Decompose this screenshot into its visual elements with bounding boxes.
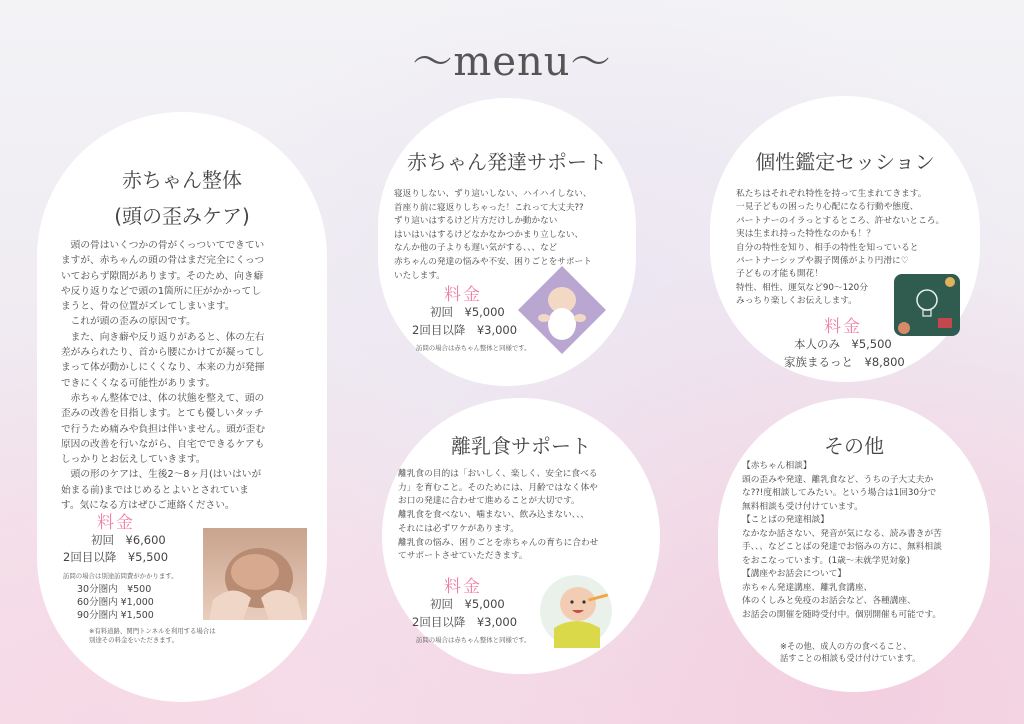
sonota-footer-line: ※その他、成人の方の食べること、 bbox=[780, 641, 912, 651]
seitai-visit-fee: 90分圏内 ¥1,500 bbox=[77, 610, 154, 621]
sonota-line: なかなか話さない、発音が気になる、読み書きが苦 bbox=[742, 528, 942, 539]
sonota-line: 手、、、などことばの発達でお悩みの方に、無料相談 bbox=[742, 542, 942, 552]
sonota-line: 赤ちゃん発達講座、離乳食講座、 bbox=[742, 582, 873, 593]
seitai-visit-note: 訪問の場合は別途訪問費がかかります。 bbox=[63, 572, 178, 580]
rinyu-line: 力」を育むこと。そのためには、月齢ではなく体や bbox=[398, 482, 598, 493]
kosei-line: 特性、相性、運気など90〜120分 bbox=[736, 282, 868, 293]
rinyu-price-repeat: 2回目以降 ¥3,000 bbox=[412, 615, 518, 629]
sonota-line: な??!度相談してみたい。という場合は1回30分で bbox=[742, 488, 937, 498]
seitai-title-line2: (頭の歪みケア) bbox=[114, 204, 250, 228]
sonota-heading: 【赤ちゃん相談】 bbox=[742, 461, 812, 471]
rinyu-line: お口の発達に合わせて進めることが大切です。 bbox=[398, 496, 580, 507]
hattatsu-fee-label: 料金 bbox=[444, 285, 482, 305]
seitai-line: 原因の改善を行いながら、自宅でできるケアも bbox=[61, 438, 265, 450]
sonota-line: 頭の歪みや発達、離乳食など、うちの子大丈夫か bbox=[742, 474, 934, 485]
sonota-line: 無料相談も受け付けています。 bbox=[742, 501, 863, 512]
sonota-card bbox=[718, 398, 990, 692]
sonota-line: 体のくしみと免疫のお話会など、各種講座、 bbox=[742, 596, 916, 606]
seitai-visit-fee: 30分圏内 ¥500 bbox=[77, 584, 152, 595]
hattatsu-line: なんか他の子よりも遅い気がする、、、など bbox=[394, 243, 558, 254]
seitai-card bbox=[37, 112, 327, 702]
seitai-line: 始まる前)まではじめるとよいとされていま bbox=[61, 484, 249, 496]
rinyu-fee-label: 料金 bbox=[444, 577, 482, 597]
page-title: 〜menu〜 bbox=[412, 39, 612, 85]
kosei-title: 個性鑑定セッション bbox=[755, 150, 935, 174]
seitai-line: 頭の骨はいくつかの骨がくっついてできてい bbox=[61, 240, 265, 251]
rinyu-note: 訪問の場合は赤ちゃん整体と同様です。 bbox=[416, 636, 531, 644]
rinyu-line: 離乳食の悩み、困りごとを赤ちゃんの育ちに合わせ bbox=[398, 537, 599, 548]
seitai-line: や反り返りなどで頭の1箇所に圧がかかってし bbox=[61, 285, 261, 297]
seitai-line: す。気になる方はぜひご連絡ください。 bbox=[61, 500, 235, 512]
sonota-line: お話会の開催を随時受付中。個別開催も可能です。 bbox=[742, 609, 942, 620]
hattatsu-price-repeat: 2回目以降 ¥3,000 bbox=[412, 323, 518, 337]
seitai-line: まって体が動かしにくくなり、本来の力が発揮 bbox=[61, 362, 265, 374]
seitai-line: で行うため痛みや負担は伴いません。頭が歪む bbox=[61, 423, 266, 435]
seitai-visit-fee: 60分圏内 ¥1,000 bbox=[77, 597, 154, 608]
kosei-line: 一見子どもの困ったり心配になる行動や態度、 bbox=[736, 202, 919, 213]
kosei-card bbox=[710, 96, 980, 382]
hattatsu-line: 寝返りしない、ずり這いしない、ハイハイしない、 bbox=[394, 189, 592, 199]
seitai-title-line1: 赤ちゃん整体 bbox=[122, 168, 242, 192]
seitai-description bbox=[61, 238, 311, 513]
kosei-line: みっちり楽しくお伝えします。 bbox=[736, 296, 857, 307]
seitai-line: 歪みの改善を目指します。とても優しいタッチ bbox=[61, 408, 264, 420]
seitai-line: ますが、赤ちゃんの頭の骨はまだ完全にくっつ bbox=[61, 255, 265, 267]
hattatsu-line: 赤ちゃんの発達の悩みや不安、困りごとをサポート bbox=[394, 256, 592, 267]
kosei-price-family: 家族まるっと ¥8,800 bbox=[784, 355, 905, 369]
seitai-toll-note: ※有料道路、関門トンネルを利用する場合は bbox=[89, 627, 216, 635]
hattatsu-price-first: 初回 ¥5,000 bbox=[430, 305, 505, 319]
seitai-line: また、向き癖や反り返りがあると、体の左右 bbox=[61, 331, 265, 343]
hattatsu-note: 訪問の場合は赤ちゃん整体と同様です。 bbox=[416, 344, 531, 352]
kosei-line: 自分の特性を知り、相手の特性を知っていると bbox=[736, 242, 919, 253]
kosei-price-self: 本人のみ ¥5,500 bbox=[794, 337, 892, 351]
rinyu-line: 離乳食の目的は「おいしく、楽しく、安全に食べる bbox=[398, 469, 598, 479]
seitai-line: できにくくなる可能性があります。 bbox=[61, 377, 216, 389]
kosei-line: 実は生まれ持った特性なのかも！？ bbox=[736, 229, 875, 240]
rinyu-card bbox=[382, 398, 660, 674]
seitai-line: 頭の形のケアは、生後2〜8ヶ月(はいはいが bbox=[61, 469, 262, 481]
rinyu-line: 離乳食を食べない、噛まない、飲み込まない、、、 bbox=[398, 510, 590, 521]
rinyu-title: 離乳食サポート bbox=[451, 434, 591, 458]
seitai-line: 赤ちゃん整体では、体の状態を整えて、頭の bbox=[61, 392, 265, 404]
hattatsu-card bbox=[378, 98, 636, 386]
hattatsu-line: いたします。 bbox=[394, 270, 445, 281]
seitai-price-first: 初回 ¥6,600 bbox=[91, 533, 166, 547]
seitai-line: 差がみられたり、首から腰にかけてが凝ってし bbox=[61, 347, 265, 359]
seitai-line: いておらず隙間があります。そのため、向き癖 bbox=[61, 270, 264, 282]
rinyu-description bbox=[398, 468, 648, 564]
hattatsu-line: ずり這いはするけど片方だけしか動かない bbox=[394, 216, 558, 227]
hattatsu-line: 首座り前に寝返りしちゃった！これって大丈夫?? bbox=[394, 202, 584, 213]
baby-eating-photo bbox=[538, 574, 614, 648]
rinyu-line: てサポートさせていただきます。 bbox=[398, 551, 528, 562]
sonota-heading: 【講座やお話会について】 bbox=[742, 569, 847, 579]
sonota-title: その他 bbox=[824, 434, 884, 458]
sonota-line: をおこなっています。(1歳〜未就学児対象) bbox=[742, 555, 910, 566]
kosei-line: 私たちはそれぞれ特性を持って生まれてきます。 bbox=[736, 189, 927, 199]
kosei-line: パートナーシップや親子関係がより円滑に♡ bbox=[736, 256, 909, 267]
sonota-description bbox=[742, 460, 984, 622]
seitai-price-repeat: 2回目以降 ¥5,500 bbox=[63, 550, 169, 564]
seitai-fee-label: 料金 bbox=[97, 513, 135, 533]
baby-head-photo bbox=[203, 528, 307, 620]
lightbulb-chalkboard-photo bbox=[894, 274, 960, 336]
seitai-line: しっかりとお伝えしていきます。 bbox=[61, 454, 206, 466]
seitai-toll-note: 別途その料金をいただきます。 bbox=[89, 636, 178, 644]
sonota-heading: 【ことばの発達相談】 bbox=[742, 515, 829, 525]
hattatsu-title: 赤ちゃん発達サポート bbox=[407, 150, 607, 174]
seitai-line: これが頭の歪みの原因です。 bbox=[61, 316, 196, 328]
seitai-line: まうと、骨の位置がズレてしまいます。 bbox=[61, 301, 235, 313]
kosei-line: パートナーのイラっとするところ、許せないところ。 bbox=[736, 215, 945, 226]
hattatsu-line: はいはいはするけどなかなかつかまり立しない、 bbox=[394, 229, 584, 240]
kosei-line: 子どもの才能も開花！ bbox=[736, 269, 823, 280]
rinyu-price-first: 初回 ¥5,000 bbox=[430, 597, 505, 611]
sonota-footer-line: 話すことの相談も受け付けています。 bbox=[780, 653, 921, 663]
kosei-fee-label: 料金 bbox=[824, 317, 862, 337]
rinyu-line: それには必ずワケがあります。 bbox=[398, 523, 519, 534]
baby-lying-photo bbox=[518, 266, 606, 354]
